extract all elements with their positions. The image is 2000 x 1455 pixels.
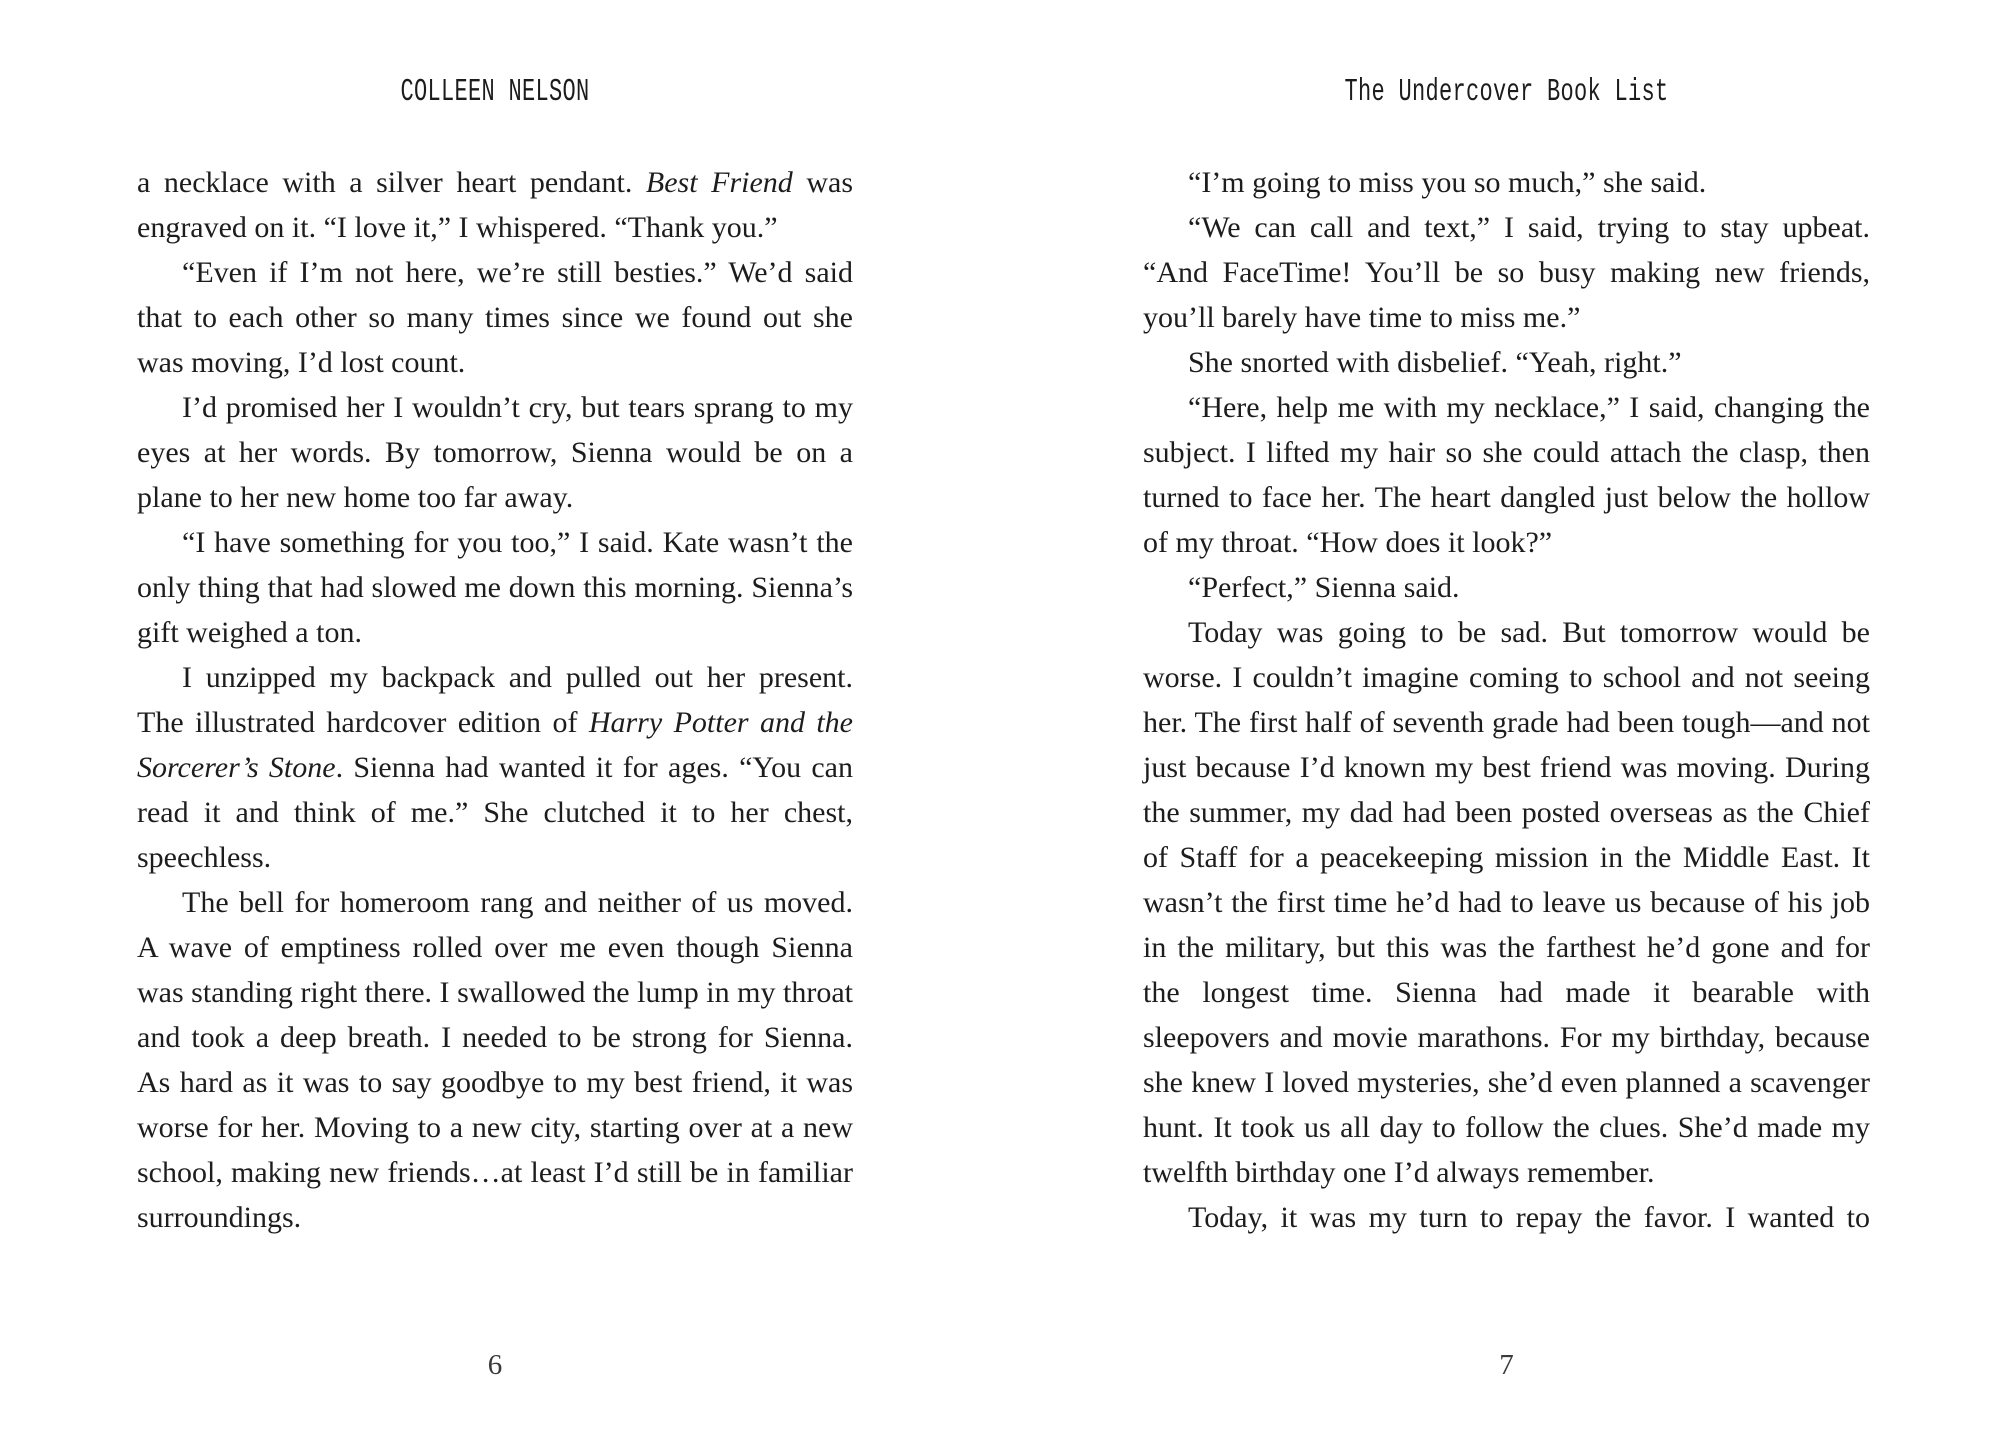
italic-text: Best Friend [645,166,793,199]
paragraph [1143,160,1870,205]
body-text: “Here, help me with my necklace,” I said, changing the subject. I lifted my hair so she could attach the clasp, then turned to face her. The heart dangled just below the hollow of my throat. “How does it look?” [1143,391,1870,559]
body-text: “We can call and text,” I said, trying to stay upbeat. “And FaceTime! You’ll be so busy making new friends, you’ll barely have time to miss me.” [1143,211,1870,334]
paragraph [137,385,853,520]
left-page [137,0,853,1455]
body-text: “Perfect,” Sienna said. [1188,571,1460,604]
paragraph [1143,610,1870,1195]
paragraph [1143,565,1870,610]
body-text: was engraved on it. “I love it,” I whispered. “Thank you.” [137,166,854,244]
right-page [1143,0,1870,1455]
paragraph [1143,1195,1870,1240]
body-text: Today, it was my turn to repay the favor. I wanted to [1188,1201,1870,1234]
body-text: Today was going to be sad. But tomorrow would be worse. I couldn’t imagine coming to school and not seeing her. The first half of seventh grade had been tough—and not just because I’d known my best friend was moving. During the summer, my dad had been posted overseas as the Chief of Staff for a peacekeeping mission in the Middle East. It wasn’t the first time he’d had to leave us because of his job in the military, but this was the farthest he’d gone and for the longest time. Sienna had made it bearable with sleepovers and movie marathons. For my birthday, because she knew I loved mysteries, she’d even planned a scavenger hunt. It took us all day to follow the clues. She’d made my twelfth birthday one I’d always remember. [1143,616,1870,1189]
running-header-book-title: The Undercover Book List [1344,74,1669,111]
body-text: I unzipped my backpack and pulled out her present. The illustrated hardcover edition of [137,661,853,739]
paragraph [137,880,853,1240]
paragraph [137,655,853,880]
right-page-number: 7 [1499,1349,1514,1381]
body-text: “I’m going to miss you so much,” she said. [1188,166,1707,199]
body-text: The bell for homeroom rang and neither of us moved. A wave of emptiness rolled over me even though Sienna was standing right there. I swallowed the lump in my throat and took a deep breath. I needed to be strong for Sienna. As hard as it was to say goodbye to my best friend, it was worse for her. Moving to a new city, starting over at a new school, making new friends…at least I’d still be in familiar surroundings. [137,886,853,1234]
body-text: . Sienna had wanted it for ages. “You can read it and think of me.” She clutched it to her chest, speechless. [137,751,853,874]
body-text: “Even if I’m not here, we’re still besties.” We’d said that to each other so many times since we found out she was moving, I’d lost count. [137,256,853,379]
body-text: She snorted with disbelief. “Yeah, right.” [1188,346,1682,379]
body-text: “I have something for you too,” I said. Kate wasn’t the only thing that had slowed me down this morning. Sienna’s gift weighed a ton. [137,526,853,649]
right-page-text [1143,160,1870,1240]
left-page-text [137,160,853,1240]
paragraph [1143,385,1870,565]
body-text: a necklace with a silver heart pendant. [137,166,646,199]
italic-text: Harry Potter and the Sorcerer’s Stone [137,706,853,784]
paragraph [1143,205,1870,340]
paragraph [137,520,853,655]
paragraph [137,250,853,385]
body-text: I’d promised her I wouldn’t cry, but tears sprang to my eyes at her words. By tomorrow, Sienna would be on a plane to her new home too far away. [137,391,853,514]
paragraph [137,160,853,250]
left-page-number: 6 [487,1349,503,1381]
running-header-author: COLLEEN NELSON [400,74,590,111]
paragraph [1143,340,1870,385]
